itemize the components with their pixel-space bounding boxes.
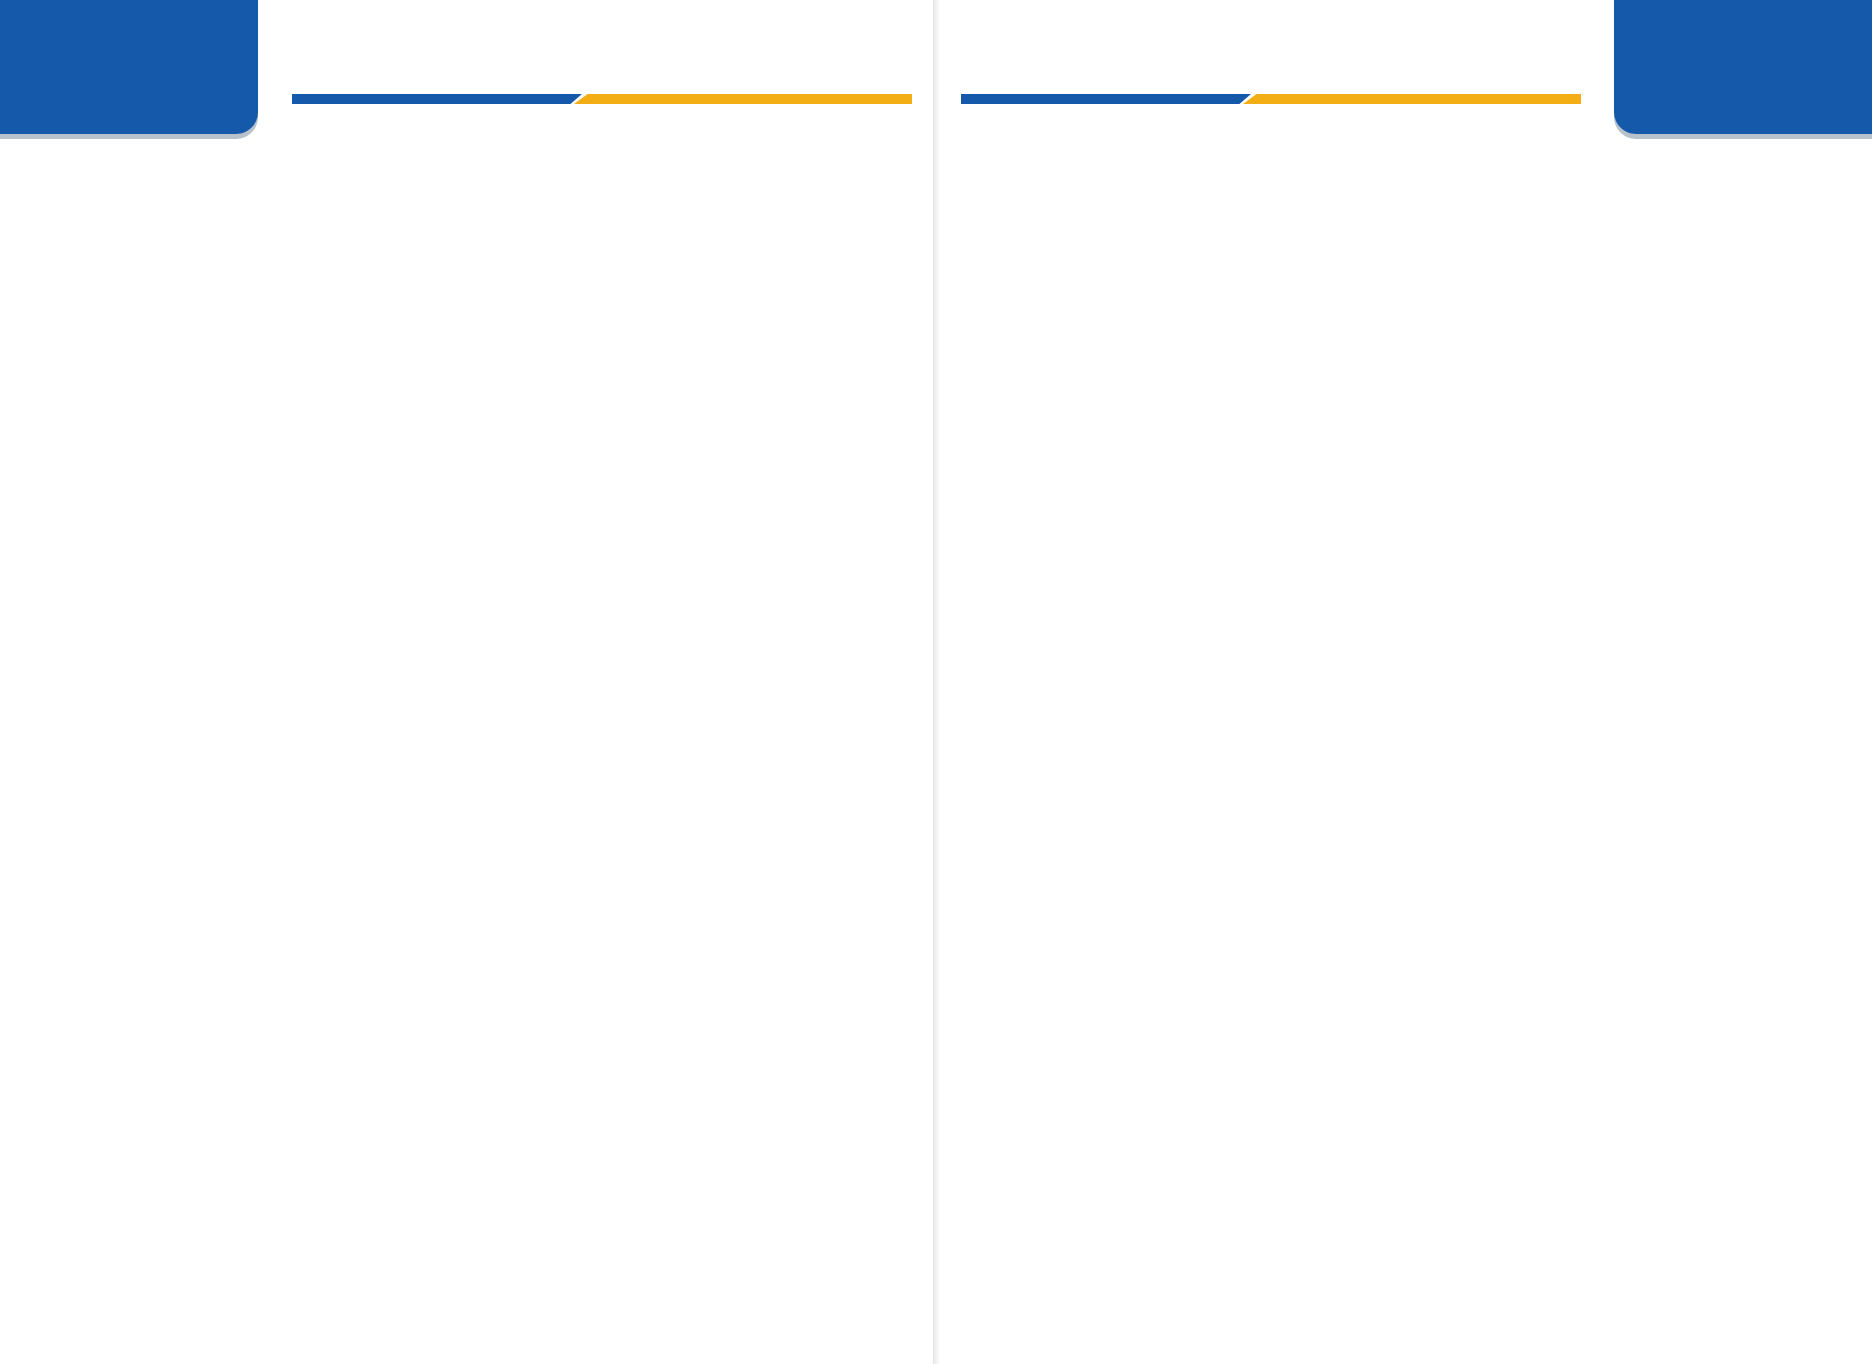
left-page	[0, 0, 933, 1364]
category-tab	[0, 0, 258, 134]
right-page	[939, 0, 1872, 1364]
title-underline	[961, 94, 1581, 104]
title-underline	[292, 94, 912, 104]
category-tab	[1614, 0, 1872, 134]
